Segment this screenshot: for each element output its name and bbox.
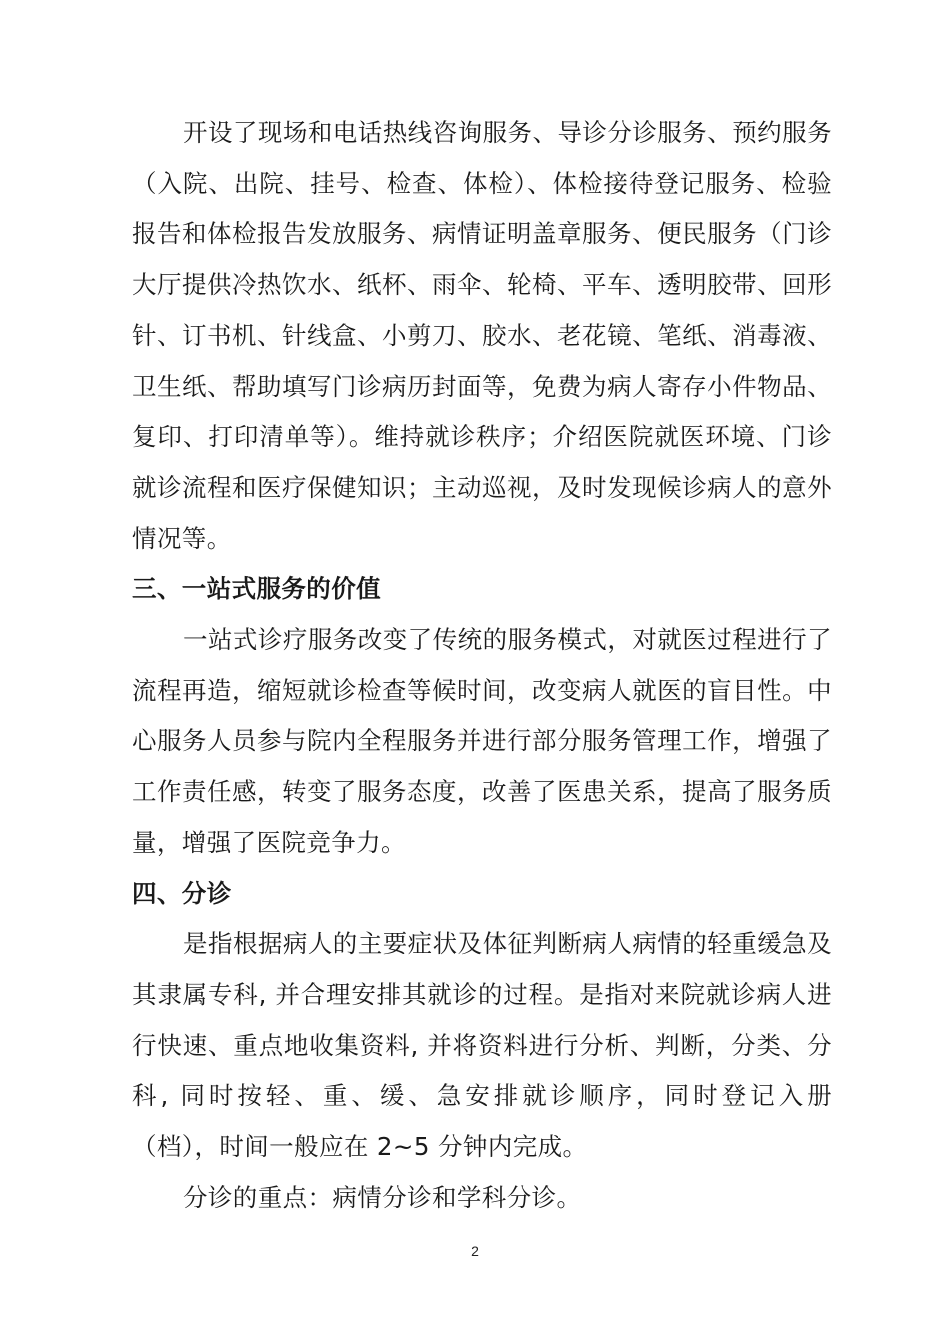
paragraph-triage-definition: 是指根据病人的主要症状及体征判断病人病情的轻重缓急及其隶属专科, 并合理安排其就诊的过程。是指对来院就诊病人进行快速、重点地收集资料, 并将资料进行分析、判断，分类、分科, 同时按轻、重、缓、急安排就诊顺序，同时登记入册（档），时间一般应在 2~5 分钟内完成。 bbox=[132, 929, 832, 1162]
heading-section-3: 三、一站式服务的价值 bbox=[132, 574, 381, 604]
paragraph-services: 开设了现场和电话热线咨询服务、导诊分诊服务、预约服务（入院、出院、挂号、检查、体检）、体检接待登记服务、检验报告和体检报告发放服务、病情证明盖章服务、便民服务（门诊大厅提供冷热饮水、纸杯、雨伞、轮椅、平车、透明胶带、回形针、订书机、针线盒、小剪刀、胶水、老花镜、笔纸、消毒液、卫生纸、帮助填写门诊病历封面等，免费为病人寄存小件物品、复印、打印清单等）。维持就诊秩序；介绍医院就医环境、门诊就诊流程和医疗保健知识；主动巡视，及时发现候诊病人的意外情况等。 bbox=[132, 118, 832, 553]
heading-section-4: 四、分诊 bbox=[132, 878, 232, 908]
paragraph-triage-focus: 分诊的重点：病情分诊和学科分诊。 bbox=[183, 1182, 582, 1212]
paragraph-value: 一站式诊疗服务改变了传统的服务模式，对就医过程进行了流程再造，缩短就诊检查等候时间，改变病人就医的盲目性。中心服务人员参与院内全程服务并进行部分服务管理工作，增强了工作责任感，转变了服务态度，改善了医患关系，提高了服务质量，增强了医院竞争力。 bbox=[132, 625, 832, 857]
document-body bbox=[132, 108, 832, 1223]
page-number: 2 bbox=[471, 1243, 479, 1259]
